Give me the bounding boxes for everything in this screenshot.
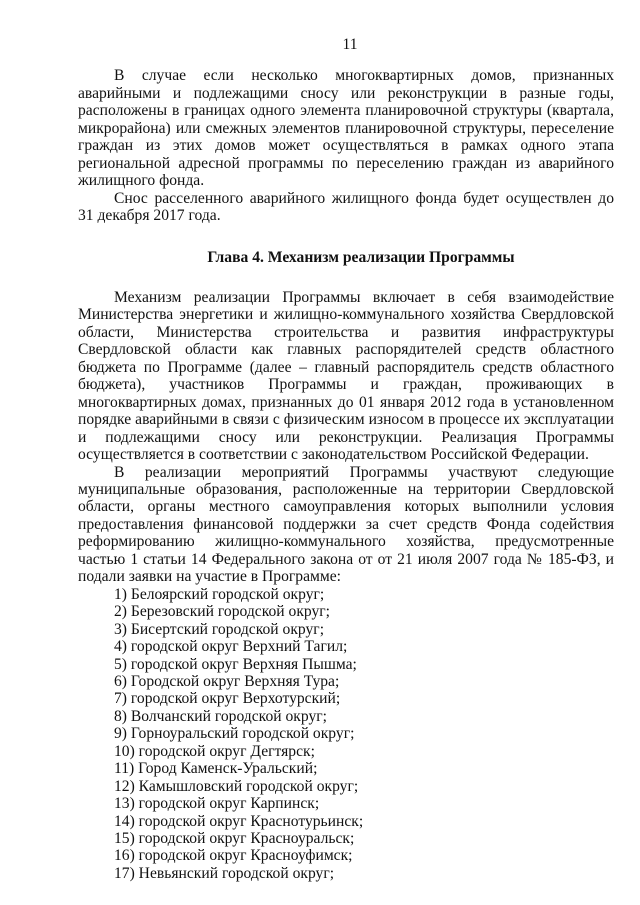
chapter-heading: Глава 4. Механизм реализации Программы [207, 248, 515, 266]
page-number: 11 [342, 36, 358, 53]
paragraph-mechanism: Механизм реализации Программы включает в себя взаимодействие Министерства энергетики и жилищно-коммунального хозяйства Свердловской области, Министерства строительства и развития инфраструктуры Свердловской области как главных распорядителей средств областного бюджета по Программе (далее – главный распорядитель средств областного бюджета), участников Программы и граждан, проживающих в многоквартирных домах, признанных до 01 января 2012 года в установленном порядке аварийными в связи с физическим износом в процессе их эксплуатации и подлежащими сносу или реконструкции. Реализация Программы осуществляется в соответствии с законодательством Российской Федерации. [78, 288, 614, 464]
list-item: 16) городской округ Красноуфимск; [114, 847, 353, 865]
list-item: 17) Невьянский городской округ; [114, 864, 335, 882]
municipalities-list [78, 586, 614, 883]
list-item: 15) городской округ Красноуральск; [114, 830, 355, 848]
list-item: 13) городской округ Карпинск; [114, 795, 320, 813]
list-item: 5) городской округ Верхняя Пышма; [114, 655, 357, 673]
list-item: 10) городской округ Дегтярск; [114, 742, 315, 760]
list-item: 7) городской округ Верхотурский; [114, 690, 341, 708]
list-item: 1) Белоярский городской округ; [114, 585, 325, 603]
list-item: 2) Березовский городской округ; [114, 603, 331, 621]
paragraph-apartment-buildings: В случае если несколько многоквартирных домов, признанных аварийными и подлежащими сносу или реконструкции в разные годы, расположены в границах одного элемента планировочной структуры (квартала, микрорайона) или смежных элементов планировочной структуры, переселение граждан из этих домов может осуществляться в рамках одного этапа региональной адресной программы по переселению граждан из аварийного жилищного фонда. [78, 67, 614, 190]
document-page [78, 36, 614, 882]
list-item: 9) Горноуральский городской округ; [114, 725, 355, 743]
list-item: 8) Волчанский городской округ; [114, 707, 327, 725]
list-item: 14) городской округ Краснотурьинск; [114, 812, 364, 830]
paragraph-demolition-deadline: Снос расселенного аварийного жилищного фонда будет осуществлен до 31 декабря 2017 года. [78, 189, 614, 225]
list-item: 4) городской округ Верхний Тагил; [114, 638, 348, 656]
list-item: 11) Город Каменск-Уральский; [114, 760, 318, 778]
list-item: 12) Камышловский городской округ; [114, 777, 359, 795]
paragraph-participants: В реализации мероприятий Программы участвуют следующие муниципальные образования, расположенные на территории Свердловской области, органы местного самоуправления которых выполнили условия предоставления финансовой поддержки за счет средств Фонда содействия реформированию жилищно-коммунального хозяйства, предусмотренные частью 1 статьи 14 Федерального закона от от 21 июля 2007 года № 185-ФЗ, и подали заявки на участие в Программе: [78, 463, 614, 586]
list-item: 6) Городской округ Верхняя Тура; [114, 672, 340, 690]
list-item: 3) Бисертский городской округ; [114, 620, 325, 638]
